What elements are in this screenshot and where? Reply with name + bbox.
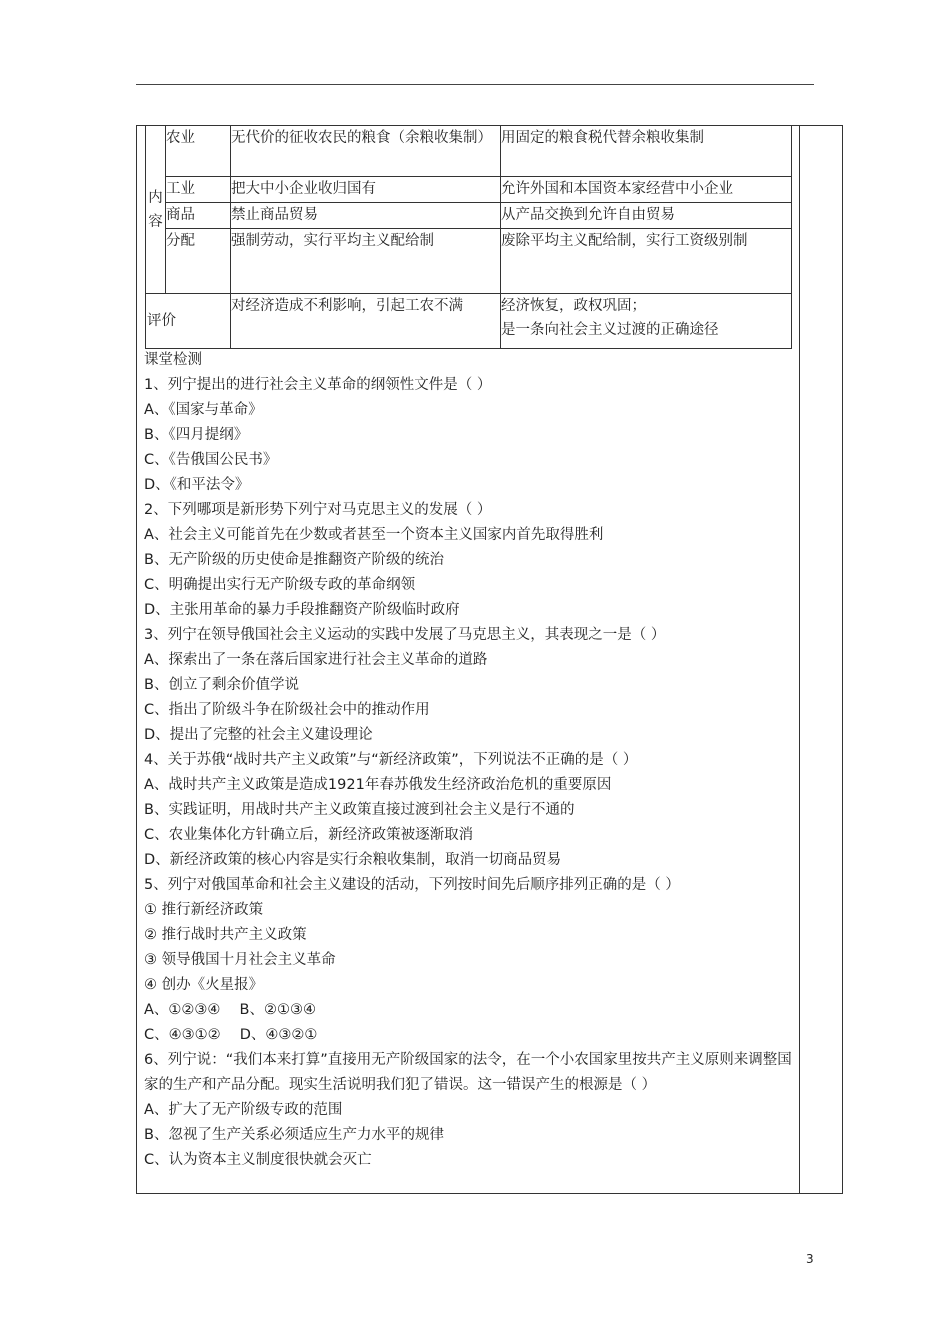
quiz-line: 1、列宁提出的进行社会主义革命的纲领性文件是（ ） (144, 377, 492, 393)
quiz-line: 2、下列哪项是新形势下列宁对马克思主义的发展（ ） (144, 502, 492, 518)
quiz-line: A、①②③④ B、②①③④ (144, 1002, 316, 1018)
quiz-line: A、《国家与革命》 (144, 402, 263, 418)
eval-war-cell: 对经济造成不利影响，引起工农不满 (231, 294, 501, 349)
right-column-border (799, 125, 800, 1194)
table-row (146, 203, 792, 229)
table-row (146, 177, 792, 203)
aspect-cell: 农业 (166, 126, 231, 177)
quiz-line: ④ 创办《火星报》 (144, 977, 264, 993)
quiz-line: A、探索出了一条在落后国家进行社会主义革命的道路 (144, 652, 488, 668)
aspect-cell: 商品 (166, 203, 231, 229)
quiz-line: C、《告俄国公民书》 (144, 452, 278, 468)
aspect-cell: 工业 (166, 177, 231, 203)
quiz-line: 3、列宁在领导俄国社会主义运动的实践中发展了马克思主义，其表现之一是（ ） (144, 627, 666, 643)
page-number: 3 (806, 1252, 814, 1266)
quiz-line: ③ 领导俄国十月社会主义革命 (144, 952, 336, 968)
quiz-line: B、创立了剩余价值学说 (144, 677, 299, 693)
question-6-stem: 6、列宁说：“我们本来打算”直接用无产阶级国家的法令，在一个小农国家里按共产主义原则来调整国家的生产和产品分配。现实生活说明我们犯了错误。这一错误产生的根源是（ ） (144, 1052, 792, 1093)
quiz-line: C、农业集体化方针确立后，新经济政策被逐渐取消 (144, 827, 474, 843)
nep-policy-cell: 用固定的粮食税代替余粮收集制 (501, 126, 792, 177)
table-row (146, 126, 792, 177)
nep-policy-cell: 从产品交换到允许自由贸易 (501, 203, 792, 229)
war-policy-cell: 把大中小企业收归国有 (231, 177, 501, 203)
quiz-line: B、无产阶级的历史使命是推翻资产阶级的统治 (144, 552, 444, 568)
content-label: 内容 (146, 126, 166, 294)
eval-nep-line-2: 是一条向社会主义过渡的正确途径 (501, 322, 719, 338)
classroom-quiz (144, 348, 794, 1173)
table-row (146, 229, 792, 294)
quiz-line: 4、关于苏俄“战时共产主义政策”与“新经济政策”，下列说法不正确的是（ ） (144, 752, 638, 768)
quiz-line: A、社会主义可能首先在少数或者甚至一个资本主义国家内首先取得胜利 (144, 527, 604, 543)
nep-policy-cell: 允许外国和本国资本家经营中小企业 (501, 177, 792, 203)
quiz-line: C、④③①② D、④③②① (144, 1027, 318, 1043)
quiz-line: C、明确提出实行无产阶级专政的革命纲领 (144, 577, 416, 593)
nep-policy-cell: 废除平均主义配给制，实行工资级别制 (501, 229, 792, 294)
eval-nep-cell (501, 294, 792, 349)
quiz-line: D、提出了完整的社会主义建设理论 (144, 727, 373, 743)
quiz-line: ① 推行新经济政策 (144, 902, 264, 918)
eval-label: 评价 (146, 294, 231, 349)
eval-nep-line-1: 经济恢复，政权巩固； (501, 298, 646, 314)
quiz-line: ② 推行战时共产主义政策 (144, 927, 307, 943)
quiz-line: D、主张用革命的暴力手段推翻资产阶级临时政府 (144, 602, 460, 618)
quiz-line: A、战时共产主义政策是造成1921年春苏俄发生经济政治危机的重要原因 (144, 777, 612, 793)
quiz-line: B、实践证明，用战时共产主义政策直接过渡到社会主义是行不通的 (144, 802, 575, 818)
quiz-heading: 课堂检测 (144, 352, 202, 368)
quiz-line: B、《四月提纲》 (144, 427, 249, 443)
aspect-cell: 分配 (166, 229, 231, 294)
quiz-line: C、指出了阶级斗争在阶级社会中的推动作用 (144, 702, 430, 718)
war-policy-cell: 强制劳动，实行平均主义配给制 (231, 229, 501, 294)
table-row (146, 294, 792, 349)
quiz-line: B、忽视了生产关系必须适应生产力水平的规律 (144, 1127, 444, 1143)
quiz-line: C、认为资本主义制度很快就会灭亡 (144, 1152, 372, 1168)
header-rule (136, 84, 814, 85)
quiz-line: D、新经济政策的核心内容是实行余粮收集制，取消一切商品贸易 (144, 852, 562, 868)
comparison-table (145, 125, 792, 349)
war-policy-cell: 无代价的征收农民的粮食（余粮收集制） (231, 126, 501, 177)
quiz-line: A、扩大了无产阶级专政的范围 (144, 1102, 343, 1118)
quiz-line: 5、列宁对俄国革命和社会主义建设的活动，下列按时间先后顺序排列正确的是（ ） (144, 877, 680, 893)
quiz-line: D、《和平法令》 (144, 477, 250, 493)
war-policy-cell: 禁止商品贸易 (231, 203, 501, 229)
